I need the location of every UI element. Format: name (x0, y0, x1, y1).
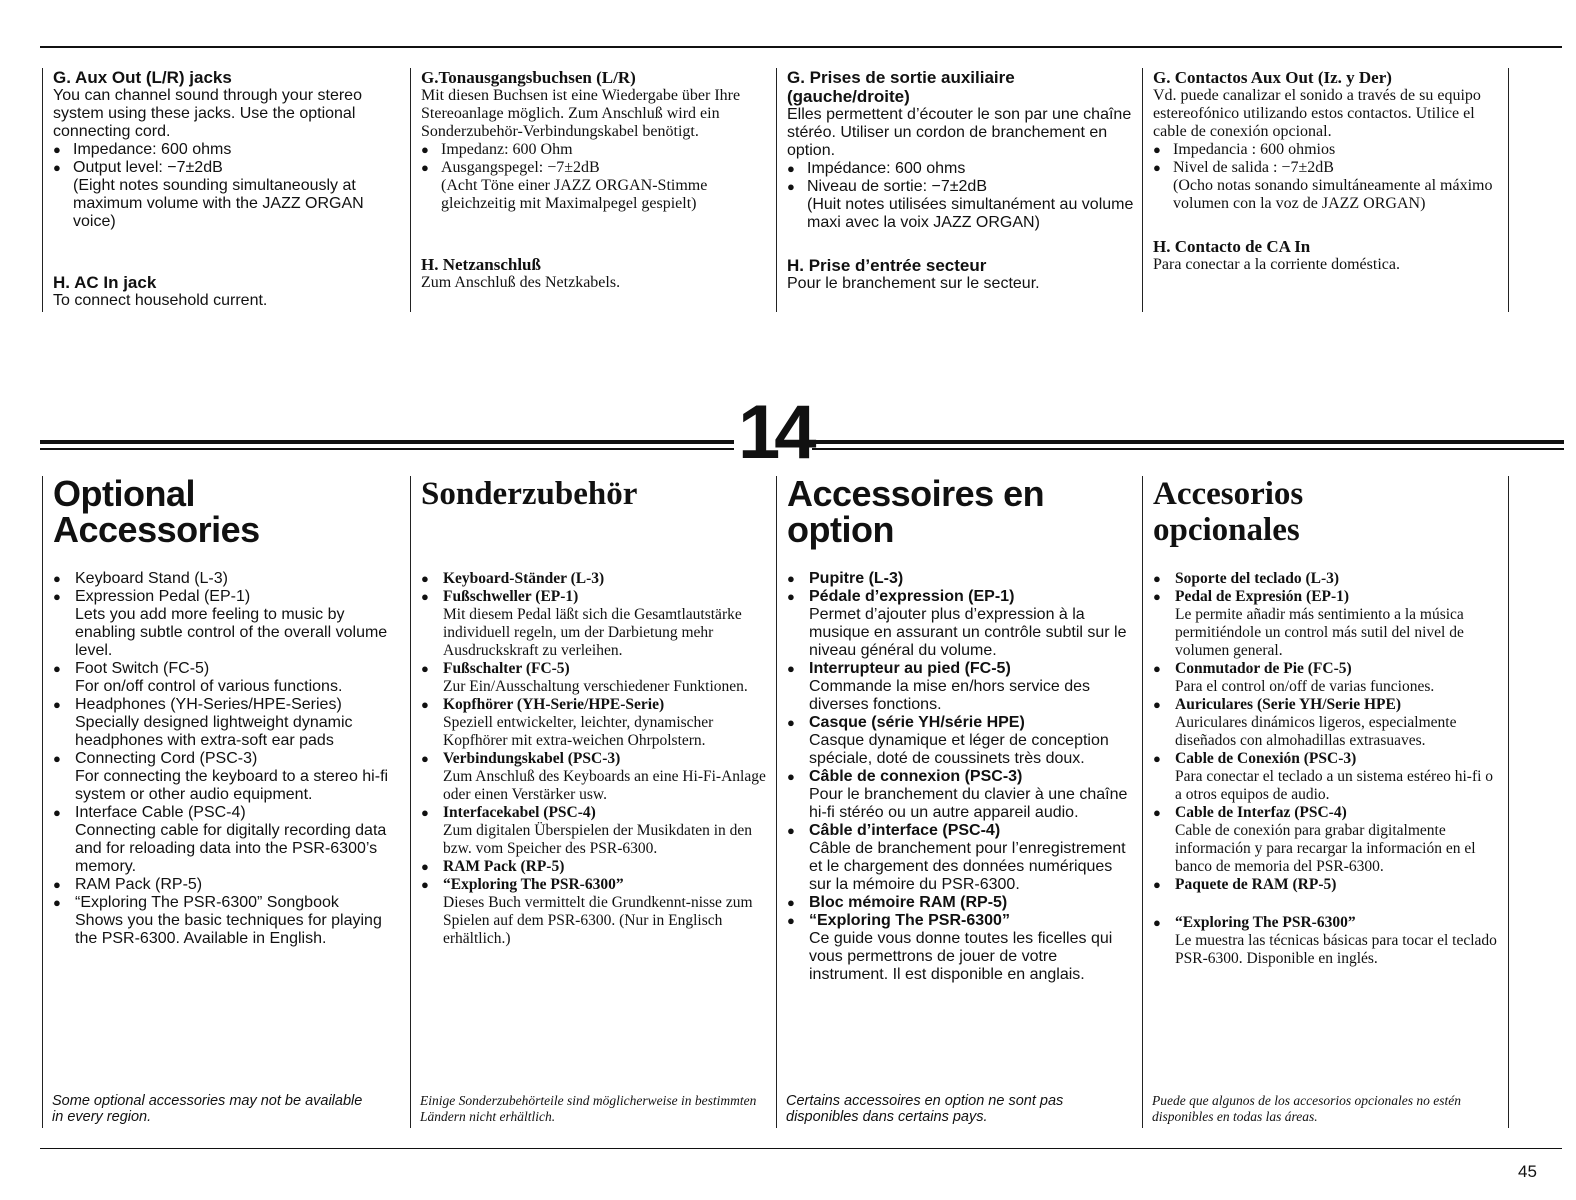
list-item: ● “Exploring The PSR-6300” (1153, 914, 1502, 932)
output-level-spec: ● Ausgangspegel: −7±2dB (421, 159, 772, 177)
section-g-title: G. Contactos Aux Out (Iz. y Der) (1153, 68, 1392, 87)
list-item-desc: Lets you add more feeling to music by enabling subtle control of the overall volume level. (75, 606, 388, 659)
list-item: ● Interface Cable (PSC-4) (53, 804, 402, 822)
list-item-desc: Permet d’ajouter plus d’expression à la musique en assurant un contrôle subtil sur le niveau général du volume. (809, 606, 1127, 659)
list-item-desc: For on/off control of various functions. (75, 678, 343, 695)
section-g-title: G. Prises de sortie auxiliaire (gauche/droite) (787, 68, 1015, 106)
top-col-en (42, 68, 402, 312)
list-item-desc: Pour le branchement du clavier à une chaîne hi-fi stéréo ou un autre appareil audio. (809, 786, 1128, 821)
section-g-title: G.Tonausgangsbuchsen (L/R) (421, 68, 636, 87)
list-item-desc: Auriculares dinámicos ligeros, especialmente diseñados con almohadillas extrasuaves. (1175, 714, 1457, 749)
list-item: ● Kopfhörer (YH-Serie/HPE-Serie) (421, 696, 772, 714)
list-item: ● Fußschalter (FC-5) (421, 660, 772, 678)
list-item-desc: Le permite añadir más sentimiento a la música permitiéndole un control más sutil del nivel de volumen general. (1175, 606, 1464, 659)
list-item: ● Câble d’interface (PSC-4) (787, 822, 1138, 840)
list-item: ● Câble de connexion (PSC-3) (787, 768, 1138, 786)
list-item: ● Casque (série YH/série HPE) (787, 714, 1138, 732)
output-level-note: (Eight notes sounding simultaneously at maximum volume with the JAZZ ORGAN voice) (73, 177, 364, 230)
output-level-spec: ● Niveau de sortie: −7±2dB (787, 178, 1138, 196)
top-col-es (1142, 68, 1509, 312)
accessories-col-en (42, 473, 402, 1128)
accessories-col-de (410, 476, 772, 1128)
list-item: ● Verbindungskabel (PSC-3) (421, 750, 772, 768)
list-item-desc: For connecting the keyboard to a stereo hi-fi system or other audio equipment. (75, 768, 389, 803)
list-item-desc: Cable de conexión para grabar digitalmente información y para recargar la información en el banco de memoria del PSR-6300. (1175, 822, 1476, 875)
list-item-desc: Câble de branchement pour l’enregistrement et le chargement des données numériques sur la mémoire du PSR-6300. (809, 840, 1126, 893)
availability-note: Certains accessoires en option ne sont pas disponibles dans certains pays. (786, 1093, 1064, 1125)
section-h-title: H. Netzanschluß (421, 255, 541, 274)
section-g-body: You can channel sound through your stereo system using these jacks. Use the optional connecting cord. (53, 87, 362, 140)
output-level-note: (Acht Töne einer JAZZ ORGAN-Stimme gleichzeitig mit Maximalpegel gespielt) (441, 177, 708, 212)
availability-note: Some optional accessories may not be available in every region. (52, 1093, 363, 1125)
output-level-note: (Huit notes utilisées simultanément au volume maxi avec la voix JAZZ ORGAN) (807, 196, 1134, 231)
accessories-title: Optional Accessories (53, 473, 260, 550)
list-item: ● RAM Pack (RP-5) (53, 876, 402, 894)
section-h-body: Pour le branchement sur le secteur. (787, 275, 1040, 292)
list-item-desc: Casque dynamique et léger de conception spéciale, doté de coussinets très doux. (809, 732, 1109, 767)
section-h-body: Zum Anschluß des Netzkabels. (421, 274, 621, 291)
list-item: ● Auriculares (Serie YH/Serie HPE) (1153, 696, 1502, 714)
section-g-body: Mit diesen Buchsen ist eine Wiedergabe über Ihre Stereoanlage möglich. Zum Anschluß wird ein Sonderzubehör-Verbindungskabel benötigt. (421, 87, 741, 140)
list-item: ● Cable de Conexión (PSC-3) (1153, 750, 1502, 768)
list-item: ● Soporte del teclado (L-3) (1153, 570, 1502, 588)
section-g-body: Vd. puede canalizar el sonido a través de su equipo estereofónico utilizando estos contactos. Utilice el cable de conexión opcional. (1153, 87, 1481, 140)
list-item-desc: Shows you the basic techniques for playing the PSR-6300. Available in English. (75, 912, 382, 947)
accessories-list (787, 570, 1138, 984)
list-item: ● “Exploring The PSR-6300” (421, 876, 772, 894)
chapter-number: 14 (738, 390, 811, 475)
accessories-title: Sonderzubehör (421, 476, 638, 512)
accessories-title: Accesorios opcionales (1153, 476, 1304, 548)
list-item-desc: Connecting cable for digitally recording data and for reloading data into the PSR-6300’s memory. (75, 822, 387, 875)
top-col-de (410, 68, 772, 312)
list-item-desc: Zum Anschluß des Keyboards an eine Hi-Fi-Anlage oder einen Verstärker usw. (443, 768, 766, 803)
list-item-desc: Para el control on/off de varias funciones. (1175, 678, 1435, 695)
accessories-title: Accessoires en option (787, 473, 1045, 550)
list-item: ● Pedal de Expresión (EP-1) (1153, 588, 1502, 606)
list-item: ● “Exploring The PSR-6300” (787, 912, 1138, 930)
list-item-desc: Specially designed lightweight dynamic headphones with extra-soft ear pads (75, 714, 353, 749)
list-item: ● “Exploring The PSR-6300” Songbook (53, 894, 402, 912)
list-item-desc: Le muestra las técnicas básicas para tocar el teclado PSR-6300. Disponible en inglés. (1175, 932, 1497, 967)
list-item: ● Pédale d’expression (EP-1) (787, 588, 1138, 606)
list-item: ● Fußschweller (EP-1) (421, 588, 772, 606)
availability-note: Einige Sonderzubehörteile sind möglicherweise in bestimmten Ländern nicht erhältlich. (420, 1093, 757, 1124)
list-item: ● Cable de Interfaz (PSC-4) (1153, 804, 1502, 822)
section-h-title: H. AC In jack (53, 273, 157, 292)
accessories-list (53, 570, 402, 948)
list-item: ● Keyboard-Ständer (L-3) (421, 570, 772, 588)
list-item-desc: Para conectar el teclado a un sistema estéreo hi-fi o a otros equipos de audio. (1175, 768, 1494, 803)
impedance-spec: ● Impédance: 600 ohms (787, 160, 1138, 178)
list-item-desc: Dieses Buch vermittelt die Grundkennt-nisse zum Spielen auf dem PSR-6300. (Nur in Englisch erhältlich.) (443, 894, 753, 947)
output-level-note: (Ocho notas sonando simultáneamente al máximo volumen con la voz de JAZZ ORGAN) (1173, 177, 1493, 212)
chapter-band-left (40, 438, 734, 454)
accessories-list (1153, 570, 1502, 968)
impedance-spec: ● Impedance: 600 ohms (53, 141, 402, 159)
page-number: 45 (1518, 1162, 1537, 1181)
list-item: ● Bloc mémoire RAM (RP-5) (787, 894, 1138, 912)
accessories-list (421, 570, 772, 948)
top-col-fr (776, 68, 1138, 312)
list-item: ● Keyboard Stand (L-3) (53, 570, 402, 588)
list-item-desc: Speziell entwickelter, leichter, dynamischer Kopfhörer mit extra-weichen Ohrpolstern. (443, 714, 714, 749)
section-h-title: H. Contacto de CA In (1153, 237, 1311, 256)
section-g-body: Elles permettent d’écouter le son par une chaîne stéréo. Utiliser un cordon de branchement en option. (787, 106, 1132, 159)
chapter-band-right (812, 438, 1564, 454)
output-level-spec: ● Output level: −7±2dB (53, 159, 402, 177)
accessories-col-es (1142, 476, 1509, 1128)
section-h-body: To connect household current. (53, 292, 268, 309)
list-item: ● Interrupteur au pied (FC-5) (787, 660, 1138, 678)
list-item: ● Connecting Cord (PSC-3) (53, 750, 402, 768)
output-level-spec: ● Nivel de salida : −7±2dB (1153, 159, 1502, 177)
list-item-desc: Zur Ein/Ausschaltung verschiedener Funktionen. (443, 678, 748, 695)
list-item-desc: Ce guide vous donne toutes les ficelles qui vous permettrons de jouer de votre instrument. Il est disponible en anglais. (809, 930, 1113, 983)
bottom-rule (40, 1148, 1562, 1149)
list-item: ● Pupitre (L-3) (787, 570, 1138, 588)
list-item-desc: Commande la mise en/hors service des diverses fonctions. (809, 678, 1091, 713)
list-item: ● Headphones (YH-Series/HPE-Series) (53, 696, 402, 714)
list-item: ● Conmutador de Pie (FC-5) (1153, 660, 1502, 678)
section-h-body: Para conectar a la corriente doméstica. (1153, 256, 1400, 273)
list-item: ● Interfacekabel (PSC-4) (421, 804, 772, 822)
list-item: ● RAM Pack (RP-5) (421, 858, 772, 876)
availability-note: Puede que algunos de los accesorios opcionales no estén disponibles en todas las áreas. (1152, 1093, 1461, 1124)
top-rule (40, 46, 1562, 48)
list-item: ● Foot Switch (FC-5) (53, 660, 402, 678)
impedance-spec: ● Impedanz: 600 Ohm (421, 141, 772, 159)
list-item: ● Expression Pedal (EP-1) (53, 588, 402, 606)
accessories-col-fr (776, 473, 1138, 1128)
section-g-title: G. Aux Out (L/R) jacks (53, 68, 232, 87)
list-item-desc: Mit diesem Pedal läßt sich die Gesamtlautstärke individuell regeln, um der Darbietung mehr Ausdruckskraft zu verleihen. (443, 606, 742, 659)
section-h-title: H. Prise d’entrée secteur (787, 256, 987, 275)
impedance-spec: ● Impedancia : 600 ohmios (1153, 141, 1502, 159)
list-item-desc: Zum digitalen Überspielen der Musikdaten in den bzw. vom Speicher des PSR-6300. (443, 822, 753, 857)
list-item: ● Paquete de RAM (RP-5) (1153, 876, 1502, 894)
